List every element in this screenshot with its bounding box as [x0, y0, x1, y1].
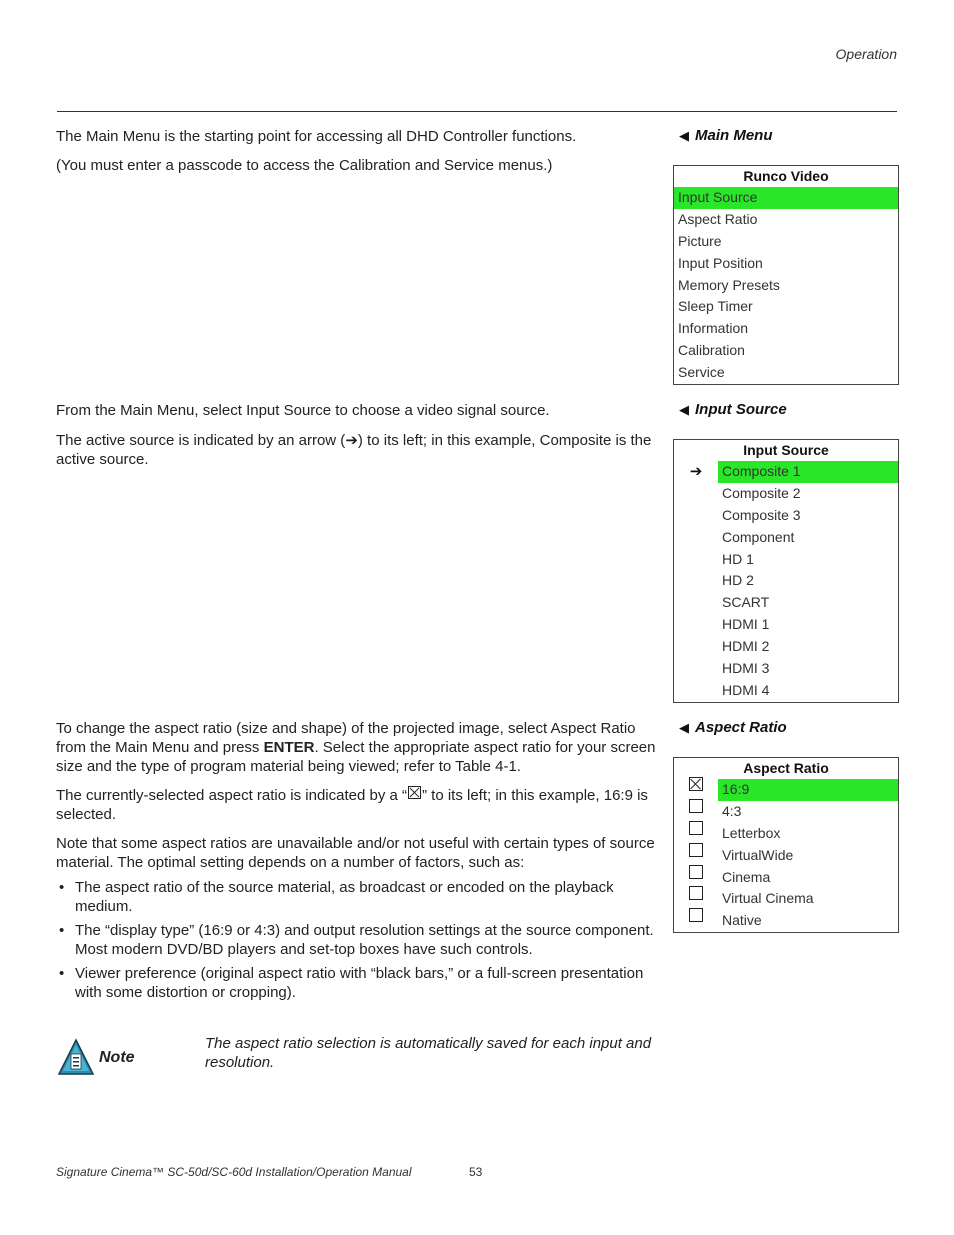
- main-menu-title: Runco Video: [743, 168, 829, 184]
- aspect-ratio-item[interactable]: [674, 779, 898, 801]
- aspect-ratio-p2-a: The currently-selected aspect ratio is indicated by a “: [56, 787, 407, 804]
- main-menu-item-label: Input Position: [678, 254, 763, 271]
- aspect-ratio-item-label: Virtual Cinema: [722, 890, 814, 907]
- main-menu-item[interactable]: [674, 253, 898, 275]
- aspect-ratio-paragraph-1: [56, 719, 656, 776]
- input-source-item-label: HD 2: [722, 572, 754, 589]
- unchecked-box-icon: [689, 908, 703, 922]
- checked-box-icon: [689, 777, 703, 791]
- input-source-item[interactable]: [674, 680, 898, 702]
- bullet-item: • The aspect ratio of the source material, as broadcast or encoded on the playback medium.: [56, 878, 656, 916]
- unchecked-box-icon: [689, 865, 703, 879]
- main-menu-paragraph-2: (You must enter a passcode to access the Calibration and Service menus.): [56, 157, 553, 174]
- active-arrow-icon: ➔: [689, 463, 703, 480]
- input-source-heading-text: Input Source: [695, 401, 787, 418]
- aspect-ratio-item[interactable]: [674, 845, 898, 867]
- checkbox-marker: [674, 888, 718, 910]
- input-source-item[interactable]: [674, 483, 898, 505]
- aspect-ratio-menu-box: [673, 757, 899, 933]
- main-menu-text: [56, 127, 656, 175]
- input-source-item-label: Composite 3: [722, 506, 801, 523]
- bullet-item: • The “display type” (16:9 or 4:3) and output resolution settings at the source component. Most modern DVD/BD players and set-top boxes have such controls.: [56, 921, 656, 959]
- input-source-item[interactable]: [674, 614, 898, 636]
- input-source-item[interactable]: [674, 592, 898, 614]
- aspect-ratio-item-label: 4:3: [722, 802, 742, 819]
- input-source-item-label: Composite 2: [722, 484, 801, 501]
- pointer-triangle-icon: ◀: [679, 720, 689, 735]
- footer-manual-title: Signature Cinema™ SC-50d/SC-60d Installation/Operation Manual: [56, 1165, 412, 1179]
- checkbox-marker: [674, 801, 718, 823]
- aspect-ratio-item[interactable]: [674, 910, 898, 932]
- checkbox-marker: [674, 845, 718, 867]
- checkbox-marker: [674, 823, 718, 845]
- aspect-ratio-item-label: Cinema: [722, 868, 771, 885]
- unchecked-box-icon: [689, 821, 703, 835]
- input-source-paragraph-2: [56, 431, 656, 469]
- pointer-triangle-icon: ◀: [679, 128, 689, 143]
- aspect-ratio-item[interactable]: [674, 823, 898, 845]
- main-menu-item-label: Sleep Timer: [678, 298, 753, 315]
- header-section-label: Operation: [835, 46, 897, 62]
- input-source-item[interactable]: [674, 549, 898, 571]
- main-menu-item[interactable]: [674, 296, 898, 318]
- checked-box-icon: [408, 786, 421, 799]
- main-menu-item-label: Calibration: [678, 342, 745, 359]
- main-menu-item-label: Aspect Ratio: [678, 210, 758, 227]
- aspect-ratio-menu-title: Aspect Ratio: [743, 760, 829, 776]
- input-source-item[interactable]: [674, 636, 898, 658]
- main-menu-box: [673, 165, 899, 385]
- unchecked-box-icon: [689, 799, 703, 813]
- input-source-item[interactable]: [674, 461, 898, 483]
- aspect-ratio-heading: [679, 719, 787, 736]
- main-menu-item-label: Memory Presets: [678, 276, 780, 293]
- input-source-items: [674, 461, 898, 702]
- input-source-heading: [679, 401, 787, 418]
- aspect-ratio-paragraph-2: [56, 786, 656, 824]
- input-source-item[interactable]: [674, 505, 898, 527]
- main-menu-item[interactable]: [674, 187, 898, 209]
- main-menu-item[interactable]: [674, 275, 898, 297]
- input-source-item-label: HDMI 4: [722, 681, 770, 698]
- input-source-item[interactable]: [674, 527, 898, 549]
- checkbox-marker: [674, 867, 718, 889]
- main-menu-heading-text: Main Menu: [695, 127, 773, 144]
- main-menu-item[interactable]: [674, 362, 898, 384]
- aspect-ratio-item-label: Native: [722, 912, 762, 929]
- enter-key-label: ENTER: [263, 739, 315, 756]
- unchecked-box-icon: [689, 886, 703, 900]
- aspect-ratio-p2-b: ” to its left; in this example, 16:9 is selected.: [56, 787, 648, 823]
- aspect-ratio-items: [674, 779, 898, 932]
- main-menu-item[interactable]: [674, 209, 898, 231]
- input-source-item-label: Component: [722, 528, 795, 545]
- main-menu-item[interactable]: [674, 318, 898, 340]
- aspect-ratio-p1-a: To change the aspect ratio (size and shape) of the projected image, select Aspect Ratio from the Main Menu and press: [56, 720, 636, 756]
- unchecked-box-icon: [689, 843, 703, 857]
- main-menu-item-label: Picture: [678, 232, 722, 249]
- note-warning-icon: [57, 1038, 95, 1076]
- main-menu-heading: [679, 127, 773, 144]
- aspect-ratio-item[interactable]: [674, 867, 898, 889]
- input-source-p2-before: The active source is indicated by an arrow (: [56, 432, 346, 449]
- input-source-item-label: HDMI 2: [722, 638, 770, 655]
- input-source-menu-title: Input Source: [743, 442, 829, 458]
- input-source-item[interactable]: [674, 570, 898, 592]
- input-source-p2-after: ) to its left; in this example, Composite is the active source.: [56, 432, 652, 468]
- main-menu-item-label: Information: [678, 320, 749, 337]
- checkbox-marker: [674, 779, 718, 801]
- input-source-item-label: HDMI 3: [722, 660, 770, 677]
- aspect-ratio-heading-text: Aspect Ratio: [695, 719, 787, 736]
- input-source-item-label: Composite 1: [718, 461, 898, 483]
- main-menu-item-label: Input Source: [674, 187, 898, 209]
- aspect-ratio-bullet-list: [56, 878, 656, 1002]
- main-menu-item-label: Service: [678, 364, 725, 381]
- aspect-ratio-item[interactable]: [674, 801, 898, 823]
- main-menu-items: [674, 187, 898, 384]
- input-source-item-label: SCART: [722, 594, 770, 611]
- main-menu-item[interactable]: [674, 340, 898, 362]
- checkbox-marker: [674, 910, 718, 932]
- aspect-ratio-text: [56, 719, 656, 1007]
- note-label: Note: [99, 1049, 135, 1066]
- arrow-right-icon: ➔: [345, 432, 358, 449]
- note-text: The aspect ratio selection is automatically saved for each input and resolution.: [205, 1035, 652, 1071]
- main-menu-paragraph-1: The Main Menu is the starting point for accessing all DHD Controller functions.: [56, 128, 577, 145]
- bullet-item: • Viewer preference (original aspect ratio with “black bars,” or a full-screen presentation with some distortion or cropping).: [56, 964, 656, 1002]
- input-source-text: [56, 401, 656, 469]
- aspect-ratio-item[interactable]: [674, 888, 898, 910]
- aspect-ratio-item-label: 16:9: [718, 779, 898, 801]
- input-source-item-label: HDMI 1: [722, 616, 770, 633]
- aspect-ratio-item-label: VirtualWide: [722, 846, 794, 863]
- main-menu-item[interactable]: [674, 231, 898, 253]
- aspect-ratio-item-label: Letterbox: [722, 824, 781, 841]
- aspect-ratio-p1-b: . Select the appropriate aspect ratio for your screen size and the type of program material being viewed; refer to Table 4-1.: [56, 739, 656, 775]
- pointer-triangle-icon: ◀: [679, 402, 689, 417]
- header-rule: [57, 111, 897, 112]
- input-source-menu-box: [673, 439, 899, 703]
- input-source-paragraph-1: From the Main Menu, select Input Source to choose a video signal source.: [56, 402, 550, 419]
- aspect-ratio-paragraph-3: Note that some aspect ratios are unavailable and/or not useful with certain types of source material. The optimal setting depends on a number of factors, such as:: [56, 835, 655, 871]
- input-source-item[interactable]: [674, 658, 898, 680]
- footer-page-number: 53: [469, 1165, 483, 1179]
- input-source-item-label: HD 1: [722, 550, 754, 567]
